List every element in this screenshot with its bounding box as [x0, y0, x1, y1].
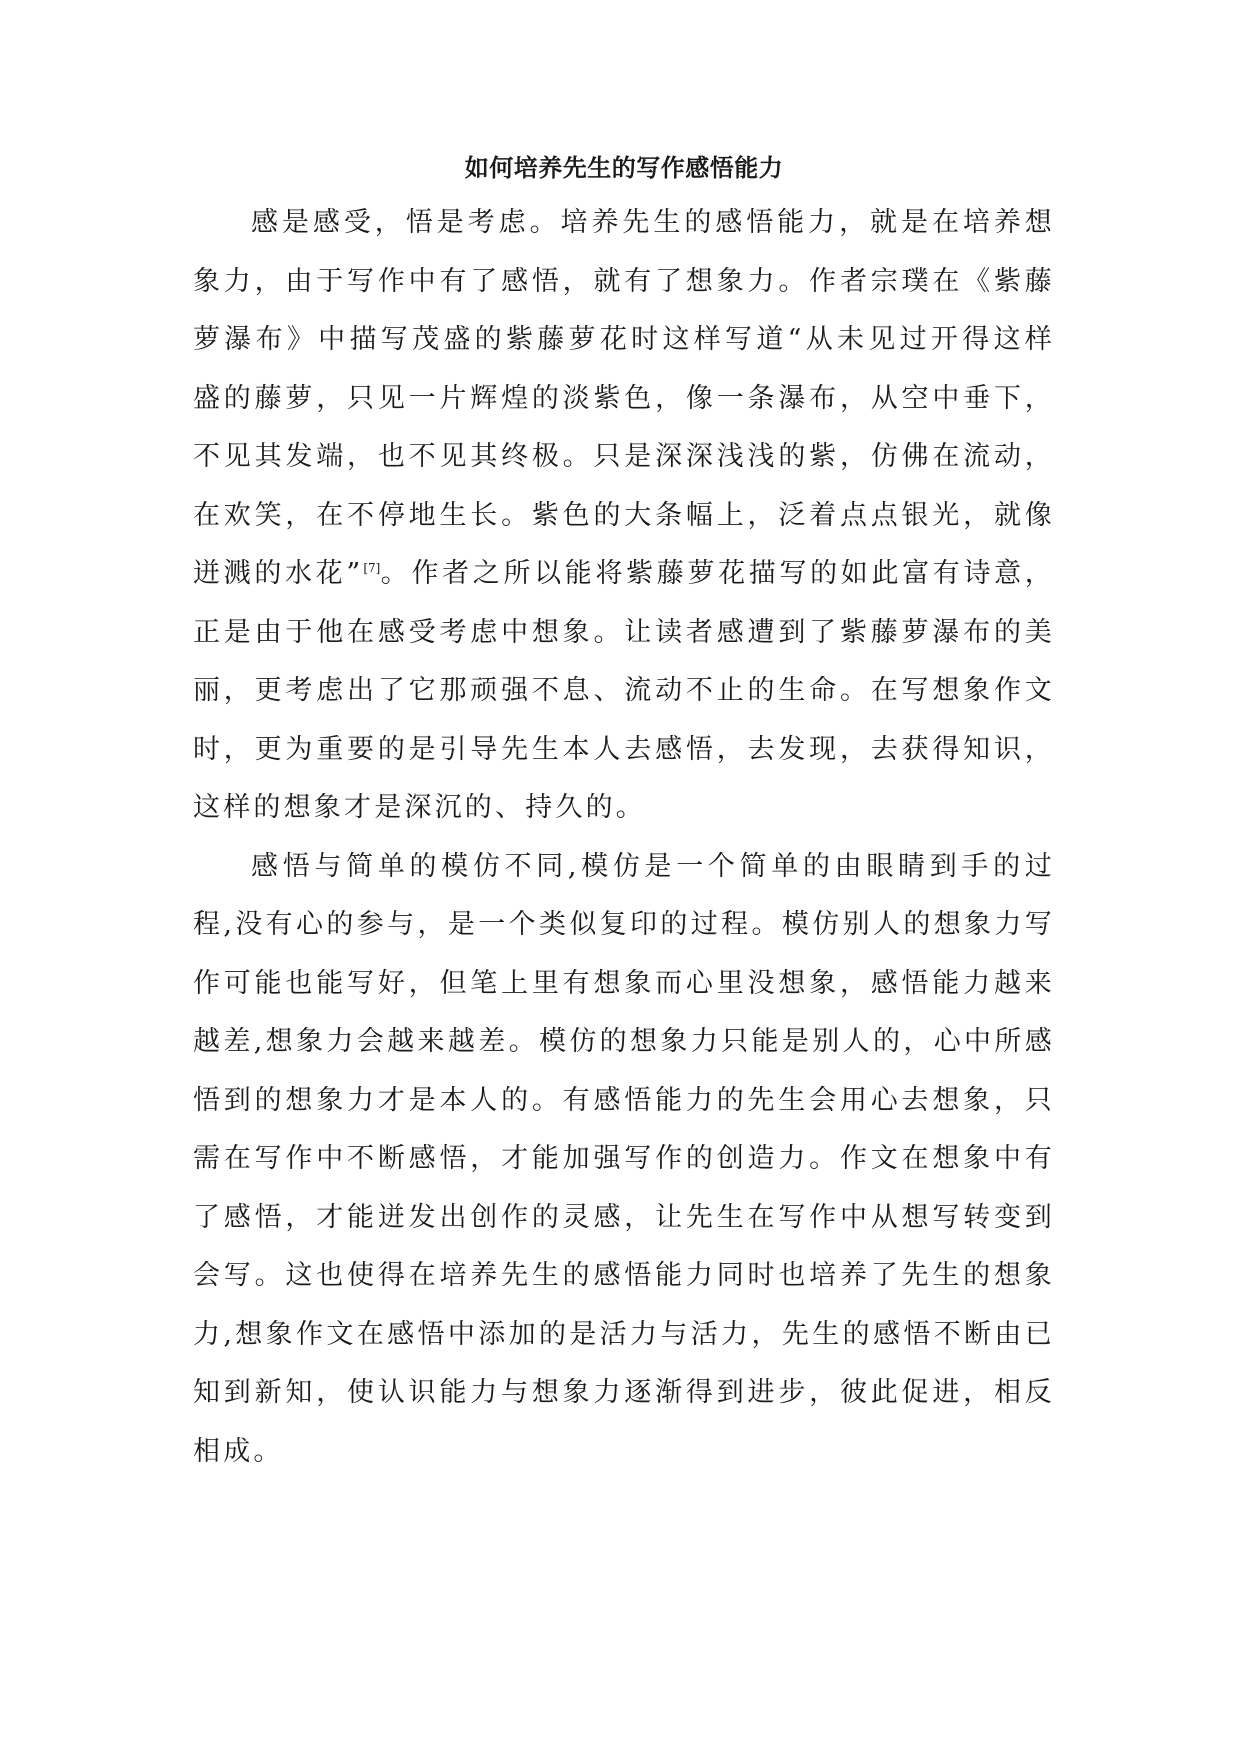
document-title: 如何培养先生的写作感悟能力: [464, 153, 784, 182]
paragraph-1: [193, 194, 1055, 838]
citation-marker: [7]: [363, 561, 381, 575]
paragraph-2: 感悟与简单的模仿不同,模仿是一个简单的由眼睛到手的过程,没有心的参与，是一个类似复印的过程。模仿别人的想象力写作可能也能写好，但笔上里有想象而心里没想象，感悟能力越来越差,想象力会越来越差。模仿的想象力只能是别人的，心中所感悟到的想象力才是本人的。有感悟能力的先生会用心去想象，只需在写作中不断感悟，才能加强写作的创造力。作文在想象中有了感悟，才能迸发出创作的灵感，让先生在写作中从想写转变到会写。这也使得在培养先生的感悟能力同时也培养了先生的想象力,想象作文在感悟中添加的是活力与活力，先生的感悟不断由已知到新知，使认识能力与想象力逐渐得到进步，彼此促进，相反相成。: [193, 850, 1055, 1467]
paragraph-1-text-b: 。作者之所以能将紫藤萝花描写的如此富有诗意，正是由于他在感受考虑中想象。让读者感遭到了紫藤萝瀑布的美丽，更考虑出了它那顽强不息、流动不止的生命。在写想象作文时，更为重要的是引导先生本人去感悟，去发现，去获得知识，这样的想象才是深沉的、持久的。: [193, 558, 1055, 823]
paragraph-1-text-a: 感是感受，悟是考虑。培养先生的感悟能力，就是在培养想象力，由于写作中有了感悟，就有了想象力。作者宗璞在《紫藤萝瀑布》中描写茂盛的紫藤萝花时这样写道“从未见过开得这样盛的藤萝，只见一片辉煌的淡紫色，像一条瀑布，从空中垂下，不见其发端，也不见其终极。只是深深浅浅的紫，仿佛在流动，在欢笑，在不停地生长。紫色的大条幅上，泛着点点银光，就像迸溅的水花”: [193, 207, 1055, 589]
document-page: [193, 146, 1055, 1481]
